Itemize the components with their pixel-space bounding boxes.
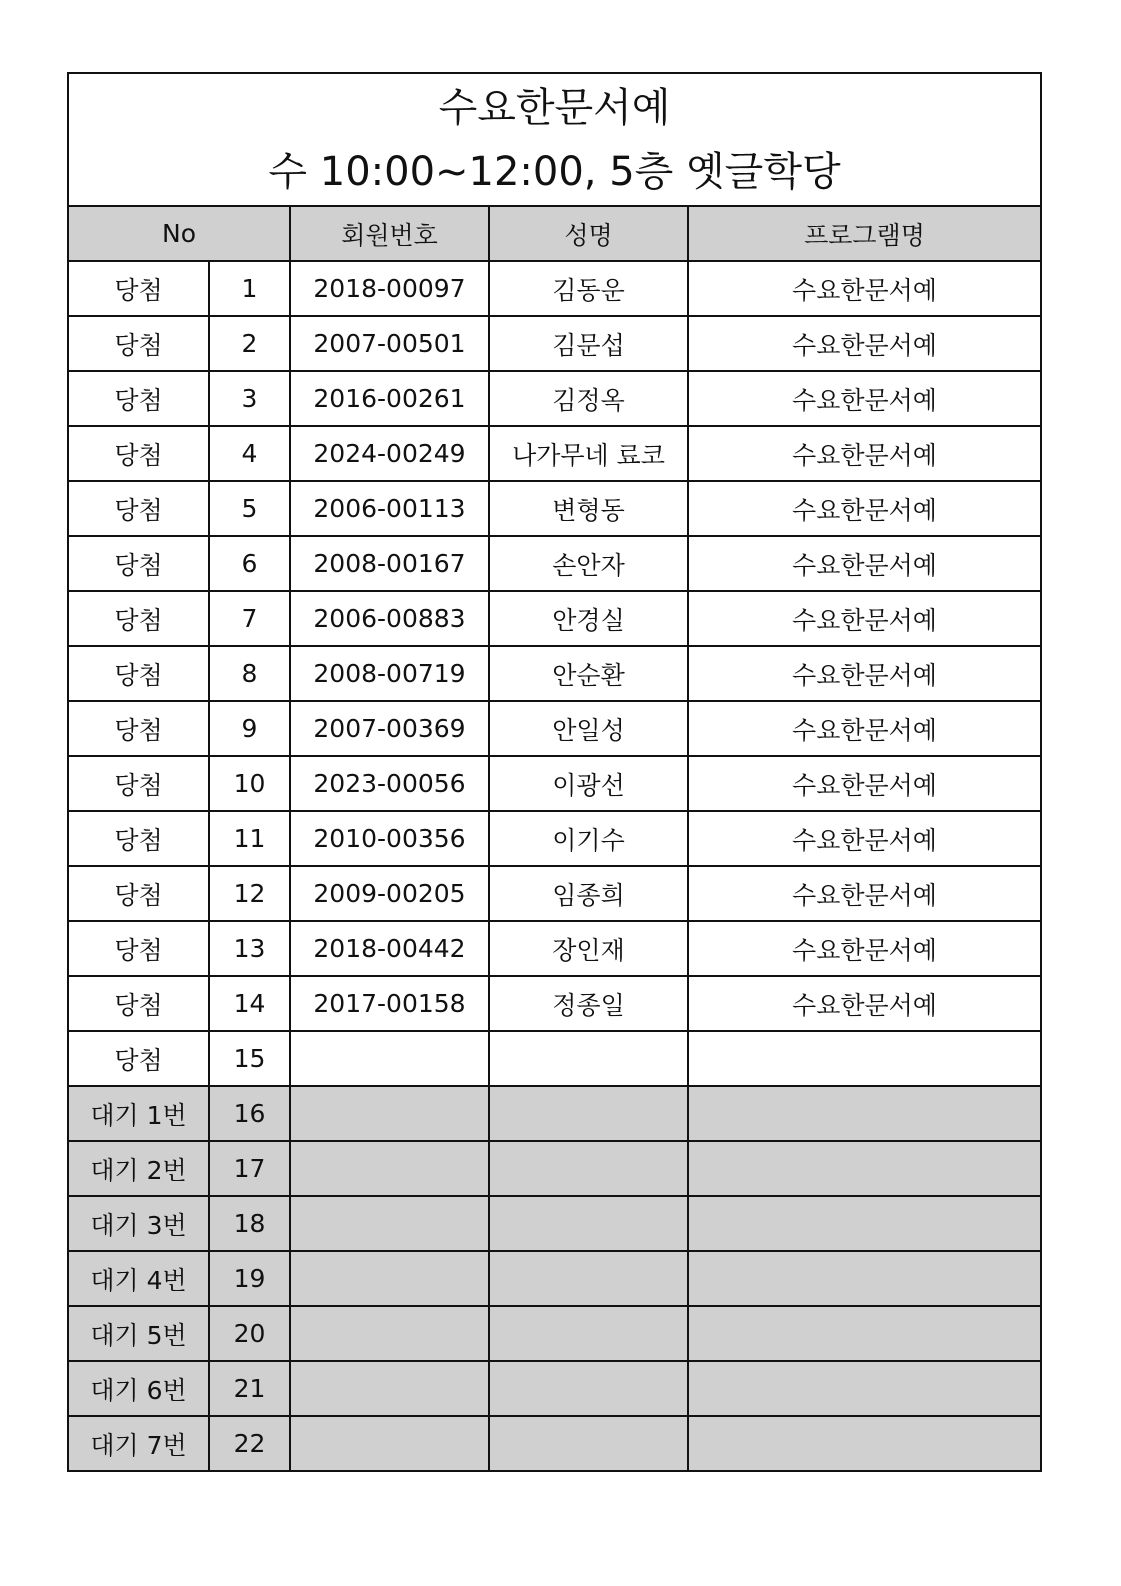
status-cell: 당첨 <box>68 756 209 811</box>
status-cell: 대기 4번 <box>68 1251 209 1306</box>
name-cell <box>489 1361 688 1416</box>
status-cell: 당첨 <box>68 591 209 646</box>
member-id-cell: 2006-00113 <box>290 481 489 536</box>
row-number-cell: 4 <box>209 426 290 481</box>
document-title <box>68 73 1041 206</box>
name-cell: 손안자 <box>489 536 688 591</box>
status-cell: 당첨 <box>68 426 209 481</box>
table-row <box>68 976 1041 1031</box>
row-number-cell: 12 <box>209 866 290 921</box>
table-row <box>68 646 1041 701</box>
status-cell: 당첨 <box>68 316 209 371</box>
member-id-cell: 2018-00442 <box>290 921 489 976</box>
schedule-location: 수 10:00~12:00, 5층 옛글학당 <box>268 148 841 195</box>
member-id-cell <box>290 1251 489 1306</box>
table-row <box>68 756 1041 811</box>
program-cell: 수요한문서예 <box>688 481 1041 536</box>
name-cell <box>489 1251 688 1306</box>
row-number-cell: 2 <box>209 316 290 371</box>
name-cell: 이기수 <box>489 811 688 866</box>
status-cell: 대기 3번 <box>68 1196 209 1251</box>
status-cell: 당첨 <box>68 371 209 426</box>
program-cell <box>688 1086 1041 1141</box>
name-cell: 나가무네 료코 <box>489 426 688 481</box>
status-cell: 당첨 <box>68 261 209 316</box>
name-cell <box>489 1416 688 1471</box>
name-cell <box>489 1141 688 1196</box>
program-cell <box>688 1251 1041 1306</box>
name-cell: 안경실 <box>489 591 688 646</box>
name-cell <box>489 1306 688 1361</box>
member-id-cell <box>290 1416 489 1471</box>
status-cell: 당첨 <box>68 701 209 756</box>
table-row <box>68 1031 1041 1086</box>
column-header-no: No <box>68 206 290 261</box>
name-cell: 김정옥 <box>489 371 688 426</box>
table-row <box>68 811 1041 866</box>
table-row <box>68 921 1041 976</box>
table-row <box>68 316 1041 371</box>
row-number-cell: 13 <box>209 921 290 976</box>
name-cell: 임종희 <box>489 866 688 921</box>
table-row <box>68 481 1041 536</box>
row-number-cell: 3 <box>209 371 290 426</box>
status-cell: 당첨 <box>68 536 209 591</box>
member-id-cell: 2024-00249 <box>290 426 489 481</box>
member-id-cell: 2009-00205 <box>290 866 489 921</box>
member-id-cell: 2006-00883 <box>290 591 489 646</box>
name-cell: 김문섭 <box>489 316 688 371</box>
program-title: 수요한문서예 <box>438 84 671 131</box>
member-id-cell: 2008-00719 <box>290 646 489 701</box>
status-cell: 대기 5번 <box>68 1306 209 1361</box>
program-cell: 수요한문서예 <box>688 701 1041 756</box>
program-cell <box>688 1141 1041 1196</box>
status-cell: 당첨 <box>68 646 209 701</box>
row-number-cell: 7 <box>209 591 290 646</box>
status-cell: 당첨 <box>68 1031 209 1086</box>
table-row <box>68 1086 1041 1141</box>
program-cell <box>688 1031 1041 1086</box>
name-cell: 변형동 <box>489 481 688 536</box>
program-cell <box>688 1416 1041 1471</box>
member-id-cell <box>290 1361 489 1416</box>
table-row <box>68 261 1041 316</box>
row-number-cell: 1 <box>209 261 290 316</box>
member-id-cell <box>290 1141 489 1196</box>
table-row <box>68 1196 1041 1251</box>
row-number-cell: 22 <box>209 1416 290 1471</box>
column-header-name: 성명 <box>489 206 688 261</box>
member-id-cell: 2010-00356 <box>290 811 489 866</box>
member-id-cell <box>290 1086 489 1141</box>
table-row <box>68 866 1041 921</box>
name-cell: 정종일 <box>489 976 688 1031</box>
column-header-member-id: 회원번호 <box>290 206 489 261</box>
row-number-cell: 21 <box>209 1361 290 1416</box>
member-id-cell: 2018-00097 <box>290 261 489 316</box>
member-id-cell: 2017-00158 <box>290 976 489 1031</box>
program-cell <box>688 1306 1041 1361</box>
program-cell: 수요한문서예 <box>688 591 1041 646</box>
column-header-program: 프로그램명 <box>688 206 1041 261</box>
status-cell: 당첨 <box>68 976 209 1031</box>
status-cell: 대기 6번 <box>68 1361 209 1416</box>
table-body <box>68 261 1041 1471</box>
name-cell: 김동운 <box>489 261 688 316</box>
program-cell: 수요한문서예 <box>688 536 1041 591</box>
row-number-cell: 9 <box>209 701 290 756</box>
name-cell <box>489 1196 688 1251</box>
name-cell <box>489 1031 688 1086</box>
row-number-cell: 14 <box>209 976 290 1031</box>
row-number-cell: 20 <box>209 1306 290 1361</box>
table-row <box>68 371 1041 426</box>
table-row <box>68 1361 1041 1416</box>
member-id-cell <box>290 1031 489 1086</box>
lottery-result-table <box>67 72 1042 1472</box>
table-row <box>68 1251 1041 1306</box>
program-cell <box>688 1361 1041 1416</box>
program-cell <box>688 1196 1041 1251</box>
program-cell: 수요한문서예 <box>688 261 1041 316</box>
status-cell: 대기 7번 <box>68 1416 209 1471</box>
table-row <box>68 591 1041 646</box>
member-id-cell: 2016-00261 <box>290 371 489 426</box>
program-cell: 수요한문서예 <box>688 866 1041 921</box>
member-id-cell <box>290 1306 489 1361</box>
table-row <box>68 426 1041 481</box>
row-number-cell: 8 <box>209 646 290 701</box>
row-number-cell: 15 <box>209 1031 290 1086</box>
member-id-cell: 2007-00501 <box>290 316 489 371</box>
status-cell: 당첨 <box>68 921 209 976</box>
row-number-cell: 6 <box>209 536 290 591</box>
program-cell: 수요한문서예 <box>688 316 1041 371</box>
program-cell: 수요한문서예 <box>688 756 1041 811</box>
member-id-cell: 2008-00167 <box>290 536 489 591</box>
program-cell: 수요한문서예 <box>688 811 1041 866</box>
member-id-cell: 2023-00056 <box>290 756 489 811</box>
status-cell: 대기 2번 <box>68 1141 209 1196</box>
table-row <box>68 1306 1041 1361</box>
program-cell: 수요한문서예 <box>688 921 1041 976</box>
program-cell: 수요한문서예 <box>688 646 1041 701</box>
program-cell: 수요한문서예 <box>688 426 1041 481</box>
name-cell: 이광선 <box>489 756 688 811</box>
name-cell: 안일성 <box>489 701 688 756</box>
table-row <box>68 536 1041 591</box>
table-row <box>68 1141 1041 1196</box>
status-cell: 대기 1번 <box>68 1086 209 1141</box>
row-number-cell: 11 <box>209 811 290 866</box>
column-header-row <box>68 206 1041 261</box>
status-cell: 당첨 <box>68 866 209 921</box>
row-number-cell: 17 <box>209 1141 290 1196</box>
member-id-cell <box>290 1196 489 1251</box>
program-cell: 수요한문서예 <box>688 371 1041 426</box>
program-cell: 수요한문서예 <box>688 976 1041 1031</box>
table-row <box>68 701 1041 756</box>
name-cell: 안순환 <box>489 646 688 701</box>
status-cell: 당첨 <box>68 811 209 866</box>
row-number-cell: 19 <box>209 1251 290 1306</box>
row-number-cell: 10 <box>209 756 290 811</box>
table-row <box>68 1416 1041 1471</box>
status-cell: 당첨 <box>68 481 209 536</box>
row-number-cell: 16 <box>209 1086 290 1141</box>
row-number-cell: 18 <box>209 1196 290 1251</box>
row-number-cell: 5 <box>209 481 290 536</box>
member-id-cell: 2007-00369 <box>290 701 489 756</box>
name-cell: 장인재 <box>489 921 688 976</box>
name-cell <box>489 1086 688 1141</box>
